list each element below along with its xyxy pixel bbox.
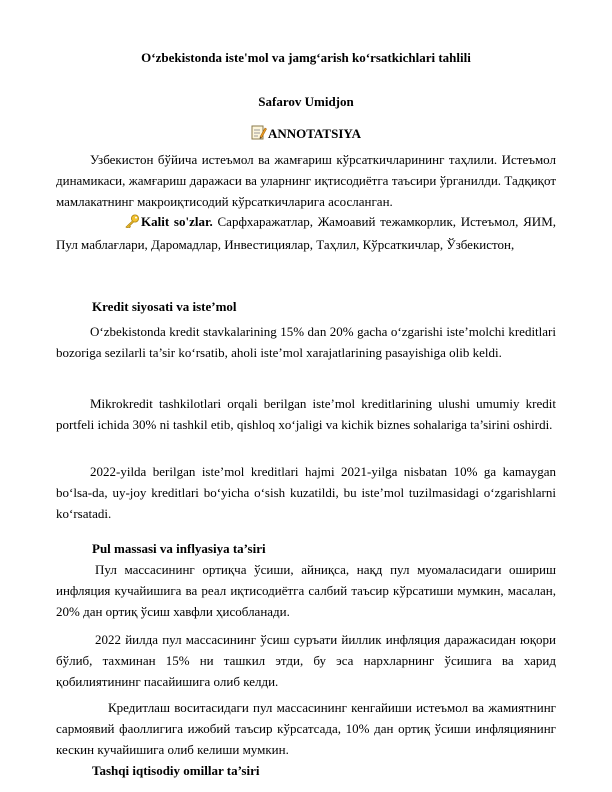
keywords-paragraph bbox=[56, 211, 556, 255]
paragraph: Mikrokredit tashkilotlari orqali berilgan iste’mol kreditlarining ulushi umumiy kredit portfeli ichida 30% ni tashkil etib, qishloq xo‘jaligi va kichik biznes sohalariga ta’sirini oshirdi. bbox=[56, 396, 556, 432]
document-title: O‘zbekistonda iste'mol va jamg‘arish ko‘rsatkichlari tahlili bbox=[141, 50, 471, 65]
section-heading-money-supply: Pul massasi va inflyasiya ta’siri bbox=[92, 541, 266, 556]
paragraph: 2022-yilda berilgan iste’mol kreditlari hajmi 2021-yilga nisbatan 10% ga kamaygan bo‘lsa-da, uy-joy kreditlari bo‘yicha o‘sish kuzatildi, bu iste’mol tuzilmasidagi o‘zgarishlarni ko‘rsatadi. bbox=[56, 464, 556, 521]
annotation-text: Узбекистон бўйича истеъмол ва жамғариш кўрсаткичларининг таҳлили. Истеъмол динамикаси, жамғариш даражаси ва уларнинг иқтисодиётга таъсири ўрганилди. Тадқиқот мамлакатнинг макроиқтисодий кўрсаткичларига асосланган. bbox=[56, 152, 556, 209]
paragraph: Пул массасининг ортиқча ўсиши, айниқса, нақд пул муомаласидаги ошириш инфляция кучайишига ва реал иқтисодиётга салбий таъсир кўрсатиши мумкин, масалан, 20% дан ортиқ ўсиш хавфли ҳисобланади. bbox=[56, 562, 556, 619]
key-icon bbox=[90, 213, 140, 234]
keywords-list: Сарфхаражатлар, Жамоавий тежамкорлик, Истеъмол, ЯИМ, Пул маблағлари, Даромадлар, Инвестициялар, Таҳлил, Кўрсаткичлар, Ўзбекистон, bbox=[56, 214, 556, 252]
paragraph: O‘zbekistonda kredit stavkalarining 15% dan 20% gacha o‘zgarishi iste’molchi kreditlari bozoriga sezilarli ta’sir ko‘rsatib, aholi iste’mol xarajatlarining pasayishiga olib keldi. bbox=[56, 324, 556, 360]
memo-pencil-icon bbox=[251, 124, 267, 144]
annotation-heading-row bbox=[0, 124, 612, 144]
annotation-heading: ANNOTATSIYA bbox=[268, 126, 361, 141]
paragraph: Кредитлаш воситасидаги пул массасининг кенгайиши истеъмол ва жамиятнинг сармоявий фаоллигига ижобий таъсир кўрсатсада, 10% дан ортиқ ўсиши инфляциянинг кескин кучайишига олиб келиши мумкин. bbox=[56, 700, 556, 757]
paragraph: 2022 йилда пул массасининг ўсиш суръати йиллик инфляция даражасидан юқори бўлиб, тахминан 15% ни ташкил этди, бу эса нархларнинг ўсишига ва харид қобилиятининг пасайишига олиб келди. bbox=[56, 632, 556, 689]
author-name: Safarov Umidjon bbox=[258, 94, 354, 109]
section-heading-credit: Kredit siyosati va iste’mol bbox=[92, 299, 237, 314]
keywords-label: Kalit so'zlar. bbox=[141, 214, 213, 229]
section-heading-external-factors: Tashqi iqtisodiy omillar ta’siri bbox=[92, 763, 260, 778]
